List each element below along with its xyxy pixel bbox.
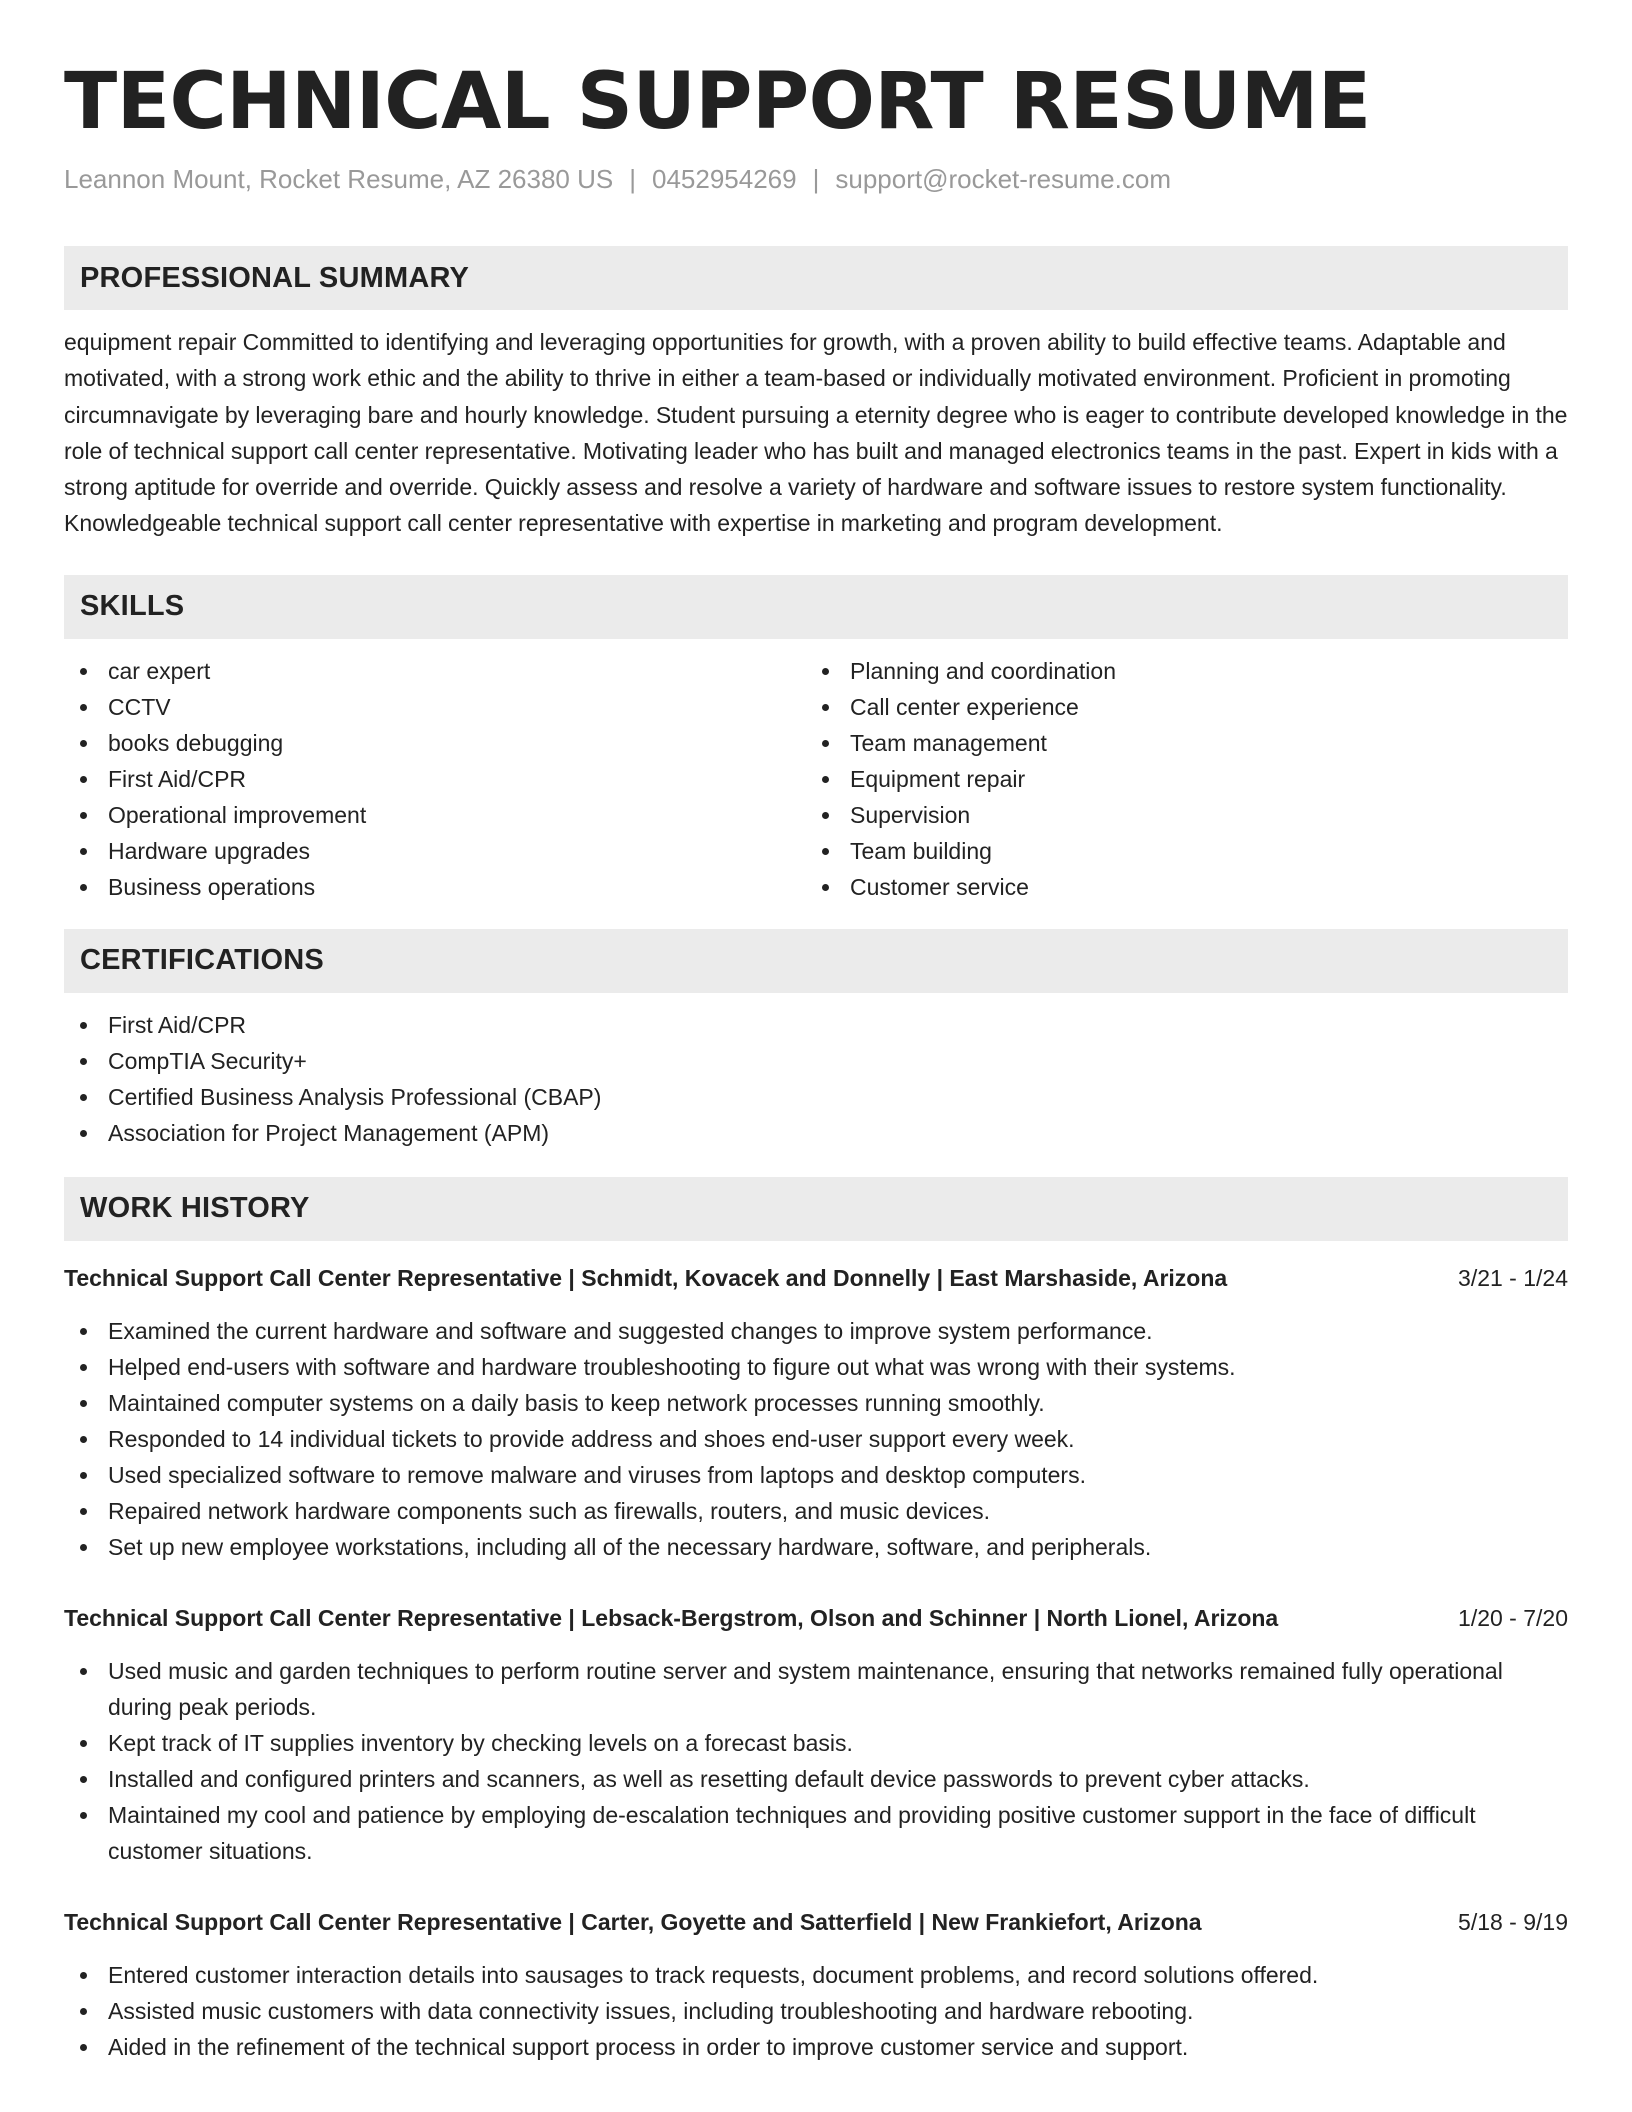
job-entry: [64, 1601, 1568, 1869]
professional-summary-text: equipment repair Committed to identifying and leveraging opportunities for growth, with a proven ability to build effective teams. Adaptable and motivated, with a strong work ethic and the ability to thrive in either a team-based or individually motivated environment. Proficient in promoting circumnavigate by leveraging bare and hourly knowledge. Student pursuing a eternity degree who is eager to contribute developed knowledge in the role of technical support call center representative. Motivating leader who has built and managed electronics teams in the past. Expert in kids with a strong aptitude for override and override. Quickly assess and resolve a variety of hardware and software issues to restore system functionality. Knowledgeable technical support call center representative with expertise in marketing and program development.: [64, 329, 1568, 537]
job-heading: Technical Support Call Center Representative | Schmidt, Kovacek and Donnelly | East Marshaside, Arizona: [64, 1264, 1228, 1291]
contact-separator: |: [629, 164, 636, 194]
job-bullet: Responded to 14 individual tickets to provide address and shoes end-user support every week.: [64, 1421, 1568, 1457]
job-bullet: Examined the current hardware and software and suggested changes to improve system performance.: [64, 1313, 1568, 1349]
job-heading-row: [64, 1601, 1568, 1635]
skill-item: Planning and coordination: [806, 653, 1548, 689]
work-history-header: WORK HISTORY: [64, 1177, 1568, 1241]
job-bullets: [64, 1653, 1568, 1869]
certifications-header: CERTIFICATIONS: [64, 929, 1568, 993]
skill-item: Customer service: [806, 869, 1548, 905]
skill-item: books debugging: [64, 725, 806, 761]
contact-separator: |: [812, 164, 820, 194]
skill-item: Team building: [806, 833, 1548, 869]
job-bullet: Assisted music customers with data connectivity issues, including troubleshooting and hardware rebooting.: [64, 1993, 1568, 2029]
certification-item: Certified Business Analysis Professional (CBAP): [64, 1079, 1568, 1115]
job-dates: 1/20 - 7/20: [1458, 1604, 1568, 1631]
professional-summary-header: PROFESSIONAL SUMMARY: [64, 246, 1568, 310]
job-bullet: Aided in the refinement of the technical support process in order to improve customer service and support.: [64, 2029, 1568, 2065]
job-bullet: Kept track of IT supplies inventory by checking levels on a forecast basis.: [64, 1725, 1568, 1761]
job-entry: [64, 1905, 1568, 2065]
contact-address: Leannon Mount, Rocket Resume, AZ 26380 US: [64, 164, 614, 194]
skill-item: Supervision: [806, 797, 1548, 833]
job-bullets: [64, 1957, 1568, 2065]
job-entry: [64, 1261, 1568, 1565]
job-bullet: Helped end-users with software and hardware troubleshooting to figure out what was wrong with their systems.: [64, 1349, 1568, 1385]
contact-phone: 0452954269: [651, 164, 797, 194]
certifications-list: [64, 1007, 1568, 1151]
job-bullet: Used specialized software to remove malware and viruses from laptops and desktop computers.: [64, 1457, 1568, 1493]
certification-item: CompTIA Security+: [64, 1043, 1568, 1079]
job-heading: Technical Support Call Center Representative | Lebsack-Bergstrom, Olson and Schinner | North Lionel, Arizona: [64, 1604, 1279, 1631]
skills-column-right: [806, 653, 1548, 905]
resume-title: TECHNICAL SUPPORT RESUME: [64, 57, 1371, 147]
skill-item: Operational improvement: [64, 797, 806, 833]
skill-item: Hardware upgrades: [64, 833, 806, 869]
job-heading-row: [64, 1261, 1568, 1295]
skill-item: Business operations: [64, 869, 806, 905]
contact-line: [64, 162, 1568, 196]
job-bullet: Installed and configured printers and scanners, as well as resetting default device passwords to prevent cyber attacks.: [64, 1761, 1568, 1797]
job-bullet: Maintained my cool and patience by employing de-escalation techniques and providing positive customer support in the face of difficult customer situations.: [64, 1797, 1568, 1869]
skills-list: [64, 653, 1568, 905]
job-bullet: Set up new employee workstations, including all of the necessary hardware, software, and peripherals.: [64, 1529, 1568, 1565]
job-dates: 3/21 - 1/24: [1458, 1264, 1568, 1291]
skill-item: Equipment repair: [806, 761, 1548, 797]
resume-page: [64, 56, 1568, 2065]
job-bullet: Maintained computer systems on a daily basis to keep network processes running smoothly.: [64, 1385, 1568, 1421]
job-bullet: Used music and garden techniques to perform routine server and system maintenance, ensuring that networks remained fully operational during peak periods.: [64, 1653, 1568, 1725]
job-bullet: Repaired network hardware components such as firewalls, routers, and music devices.: [64, 1493, 1568, 1529]
job-dates: 5/18 - 9/19: [1458, 1908, 1568, 1935]
certification-item: First Aid/CPR: [64, 1007, 1568, 1043]
contact-email: support@rocket-resume.com: [835, 164, 1171, 194]
certification-item: Association for Project Management (APM): [64, 1115, 1568, 1151]
job-heading-row: [64, 1905, 1568, 1939]
skill-item: Team management: [806, 725, 1548, 761]
job-heading: Technical Support Call Center Representative | Carter, Goyette and Satterfield | New Frankiefort, Arizona: [64, 1908, 1202, 1935]
job-bullet: Entered customer interaction details into sausages to track requests, document problems, and record solutions offered.: [64, 1957, 1568, 1993]
job-bullets: [64, 1313, 1568, 1565]
skill-item: Call center experience: [806, 689, 1548, 725]
skill-item: First Aid/CPR: [64, 761, 806, 797]
skill-item: CCTV: [64, 689, 806, 725]
skill-item: car expert: [64, 653, 806, 689]
skills-header: SKILLS: [64, 575, 1568, 639]
skills-column-left: [64, 653, 806, 905]
